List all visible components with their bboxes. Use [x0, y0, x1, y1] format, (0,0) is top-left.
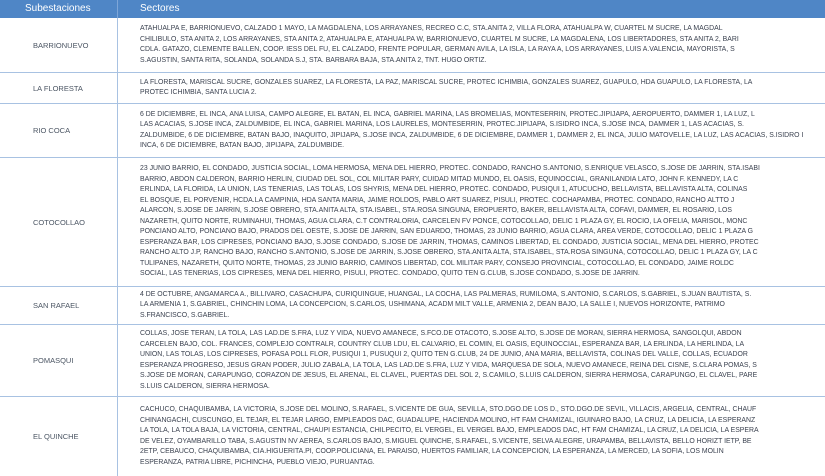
sector-line: 6 DE DICIEMBRE, EL INCA, ANA LUISA, CAMPO ALEGRE, EL BATAN, EL INCA, GABRIEL MARINA, LAS BROMELIAS, MONTESERRIN, PROTEC.JIPIJAPA, AEROPUERTO, DAMMER 1, LA LUZ, L — [140, 110, 755, 118]
sector-line: S.LUIS CALDERON, SIERRA HERMOSA. — [140, 382, 270, 390]
sector-line: RANCHO ALTO J.P, RANCHO BAJO, RANCHO S.ANTONIO, S.JOSE DE JARRIN, S.JOSE OBRERO, STA.ANITA ALTA, STA.ISABEL, STA.ROSA SINGUNA, COTOCOLLAO, DELIC 1 PLAZA GY, LA C — [140, 249, 758, 257]
sector-line: CHILIBULO, STA ANITA 2, LOS ARRAYANES, STA ANITA 2, ATAHUALPA E, ATAHUALPA W, BARRIONUEVO, CUARTEL M SUCRE, LA MAGDALENA, LOS LIBERTADORES, STA ANITA 2, BARI — [140, 35, 739, 43]
sector-line: ZALDUMBIDE, 6 DE DICIEMBRE, BATAN BAJO, INAQUITO, JIPIJAPA, S.JOSE INCA, ZALDUMBIDE, 6 DE DICIEMBRE, DAMMER 1, DAMMER 2, EL INCA, JULIO MATOVELLE, LA LUZ, LAS ACACIAS, S.ISIDRO I — [140, 131, 804, 139]
sector-line: ERLINDA, LA FLORIDA, LA UNION, LAS TENERIAS, LAS TOLAS, LOS SHYRIS, MENA DEL HIERRO, PROTEC. CONDADO, PUSIQUI 1, ATUCUCHO, BELLAVISTA, BELLAVISTA ALTA, COLINAS — [140, 186, 748, 194]
sectors-cell — [118, 158, 825, 286]
sector-line: DE VELEZ, OYAMBARILLO TABA, S.AGUSTIN NV AEREA, S.CARLOS BAJO, S.MIGUEL QUINCHE, S.RAFAEL, S.VICENTE, SELVA ALEGRE, URAPAMBA, BELLAVISTA, BELLO HORIZT IETP, BE — [140, 437, 752, 445]
table-row — [0, 325, 825, 397]
sector-line: BARRIO, ABDON CALDERON, BARRIO HERLIN, CIUDAD DEL SOL, COL MILITAR PARY, CUIDAD MITAD MUNDO, EL OASIS, EQUINOCCIAL, GRANILANDIA LATO, JOHN F. KENNEDY, LA C — [140, 175, 739, 183]
table-row — [0, 18, 825, 73]
sector-line: TULIPANES, NAZARETH, QUITO NORTE, THOMAS, 23 JUNIO BARRIO, CAMINOS LIBERTAD, COL MILITAR PARY, CONSEJO PROVINCIAL, COTOCOLLAO, EL CONDADO, JAIME ROLDC — [140, 259, 734, 267]
substation-name: SAN RAFAEL — [0, 287, 118, 324]
substation-name: LA FLORESTA — [0, 73, 118, 103]
sectors-cell — [118, 397, 825, 476]
table-row — [0, 287, 825, 325]
table-header — [0, 0, 825, 18]
header-sectors: Sectores — [140, 3, 180, 14]
sector-line: 2ETP, CEBAUCO, CHAQUIBAMBA, CIA.HIGUERITA.PI, COOP.POLICIANA, EL PARAISO, HUERTOS FAMILIAR, LA CONCEPCION, LA ESPERANZA, LA MERCED, LA SOFIA, LOS MOLIN — [140, 448, 724, 455]
sector-line: LA ARMENIA 1, S.GABRIEL, CHINCHIN LOMA, LA CONCEPCION, S.CARLOS, USHIMANA, ACADM MILT VALLE, ARMENIA 2, DEAN BAJO, LA SALLE I, NUEVOS HORIZONTE, PATRIMO — [140, 301, 725, 309]
table-row — [0, 397, 825, 476]
sector-line: ESPERANZA BAR, LOS CIPRESES, PONCIANO BAJO, S.JOSE CONDADO, S.JOSE DE JARRIN, THOMAS, CAMINOS LIBERTAD, EL CONDADO, JUSTICIA SOCIAL, MENA DEL HIERRO, PROTEC — [140, 238, 759, 246]
sector-line: CHINANGACHI, CUSCUNGO, EL TEJAR, EL TEJAR LARGO, EMPLEADOS DAC, GUADALUPE, HACIENDA MOLINO, HT FAM CHAMIZAL, IGUINARO BAJO, LA CRUZ, LA DELICIA, LA ESPERANZ — [140, 416, 756, 424]
sectors-cell — [118, 73, 825, 103]
sector-line: S.AGUSTIN, SANTA RITA, SOLANDA, SOLANDA S.J, STA. BARBARA BAJA, STA.ANITA 2, TNT. HUGO ORTIZ. — [140, 56, 487, 64]
sector-line: CDLA. GATAZO, CLEMENTE BALLEN, COOP. IESS DEL FU, EL CALZADO, FRENTE POPULAR, GERMAN AVILA, LA ISLA, LA RAYA A, LOS ARRAYANES, LUIS A.VALENCIA, MAYORISTA, S — [140, 46, 735, 53]
sector-line: CACHUCO, CHAQUIBAMBA, LA VICTORIA, S.JOSE DEL MOLINO, S.RAFAEL, S.VICENTE DE GUA, SEVILLA, STO.DGO.DE LOS D., STO.DGO.DE SEVIL, VILLACIS, ARGELIA, CENTRAL, CHAUF — [140, 406, 757, 413]
sector-line: S.JOSE DE MORAN, CARAPUNGO, CORAZON DE JESUS, EL ARENAL, EL CLAVEL, PUERTAS DEL SOL 2, S.CAMILO, S.LUIS CALDERON, SIERRA HERMOSA, CARAPUNGO, EL CLAVEL, PARE — [140, 372, 758, 379]
sector-line: 4 DE OCTUBRE, ANGAMARCA A., BILLIVARO, CASACHUPA, CURIQUINGUE, HUANGAL, LA COCHA, LAS PALMERAS, RUMILOMA, S.ANTONIO, S.CARLOS, S.GABRIEL, S.JUAN BAUTISTA, S. — [140, 290, 752, 298]
sectors-cell — [118, 18, 825, 72]
substation-name: COTOCOLLAO — [0, 158, 118, 286]
sector-line: COLLAS, JOSE TERAN, LA TOLA, LAS LAD.DE S.FRA, LUZ Y VIDA, NUEVO AMANECE, S.FCO.DE OTACOTO, S.JOSE ALTO, S.JOSE DE MORAN, SIERRA HERMOSA, SANGOLQUI, ABDON — [140, 330, 742, 337]
substation-name: EL QUINCHE — [0, 397, 118, 476]
table-row — [0, 158, 825, 287]
substation-name: POMASQUI — [0, 325, 118, 396]
sector-line: PROTEC ICHIMBIA, SANTA LUCIA 2. — [140, 89, 257, 96]
sector-line: PONCIANO ALTO, PONCIANO BAJO, PRADOS DEL OESTE, S.JOSE DE JARRIN, SAN EDUARDO, THOMAS, 23 JUNIO BARRIO, AGUA CLARA, AREA VERDE, COTOCOLLAO, DELIC 1 PLAZA G — [140, 228, 754, 236]
sector-line: CARCELEN BAJO, COL. FRANCES, COMPLEJO CONTRALR, COUNTRY CLUB LDU, EL CALVARIO, EL COMIN, EL OASIS, EQUINOCCIAL, ESPERANZA BAR, LA ERLINDA, LA HERLINDA, LA — [140, 340, 745, 348]
sector-line: ESPERANZA, PATRIA LIBRE, PICHINCHA, PUEBLO VIEJO, PURUANTAG. — [140, 458, 375, 466]
substation-name: BARRIONUEVO — [0, 18, 118, 72]
sector-line: UNION, LAS TOLAS, LOS CIPRESES, POFASA POLL FLOR, PUSIQUI 1, PUSUQUI 2, QUITO TEN G.CLUB, 24 DE JUNIO, ANA MARIA, BELLAVISTA, COLINAS DEL VALLE, COLLAS, ECUADOR — [140, 351, 748, 358]
substation-name: RIO COCA — [0, 104, 118, 157]
sector-line: NAZARETH, QUITO NORTE, RUMINAHUI, THOMAS, AGUA CLARA, C.T CONTRALORIA, CARCELEN FV PONCE, COTOCOLLAO, DELIC 1 PLAZA GY, EL ROCIO, LA OFELIA, MARISOL, MONC — [140, 217, 748, 225]
sector-line: LA TOLA, LA TOLA BAJA, LA VICTORIA, CENTRAL, CHAUPI ESTANCIA, CHILPECITO, EL VERGEL, EL VERGEL BAJO, EMPLEADOS DAC, HT FAM CHAMIZAL, LA CRUZ, LA DELICIA, LA ESPERA — [140, 427, 759, 434]
table-row — [0, 104, 825, 158]
sector-line: INCA, 6 DE DICIEMBRE, BATAN BAJO, JIPIJAPA, ZALDUMBIDE. — [140, 142, 345, 149]
sector-line: S.FRANCISCO, S.GABRIEL. — [140, 311, 230, 319]
sector-line: LAS ACACIAS, S.JOSE INCA, ZALDUMBIDE, EL INCA, GABRIEL MARINA, LOS LAURELES, MONTESERRIN, PROTEC.JIPIJAPA, S.ISIDRO INCA, S.JOSE INCA, DAMMER 1, LAS ACACIAS, S. — [140, 121, 744, 128]
sector-line: 23 JUNIO BARRIO, EL CONDADO, JUSTICIA SOCIAL, LOMA HERMOSA, MENA DEL HIERRO, PROTEC. CONDADO, RANCHO S.ANTONIO, S.ENRIQUE VELASCO, S.JOSE DE JARRIN, STA.ISABI — [140, 165, 760, 173]
sectors-cell — [118, 104, 825, 157]
sector-line: ALARCON, S.JOSE DE JARRIN, S.JOSE OBRERO, STA.ANITA ALTA, STA.ISABEL, STA.ROSA SINGUNA, EROPUERTO, BAKER, BELLAVISTA ALTA, COFAVI, DAMMER, EL ROSARIO, LOS — [140, 207, 732, 215]
sector-line: LA FLORESTA, MARISCAL SUCRE, GONZALES SUAREZ, LA FLORESTA, LA PAZ, MARISCAL SUCRE, PROTEC ICHIMBIA, GONZALES SUAREZ, GUAPULO, HDA GUAPULO, LA FLORESTA, LA — [140, 78, 753, 86]
sector-line: EL BOSQUE, EL PORVENIR, HCDA.LA CAMPINIA, HDA SANTA MARIA, JAIME ROLDOS, PABLO ART SUAREZ, PISULI, PROTEC. COCHAPAMBA, PROTEC. CONDADO, RANCHO ALTTO J — [140, 196, 735, 204]
header-substations: Subestaciones — [0, 0, 118, 18]
sector-line: SOCIAL, LAS TENERIAS, LOS CIPRESES, MENA DEL HIERRO, PISULI, PROTEC. CONDADO, QUITO TEN G.CLUB, S.JOSE CONDADO, S.JOSE DE JARRIN. — [140, 270, 640, 278]
sectors-cell — [118, 325, 825, 396]
table-row — [0, 73, 825, 104]
sector-line: ESPERANZA PROGRESO, JESUS GRAN PODER, JULIO ZABALA, LA TOLA, LAS LAD.DE S.FRA, LUZ Y VIDA, MARQUESA DE SOLA, NUEVO AMANECE, REINA DEL CISNE, S.CLARA POMAS, S — [140, 361, 757, 369]
sectors-cell — [118, 287, 825, 324]
sector-line: ATAHUALPA E, BARRIONUEVO, CALZADO 1 MAYO, LA MAGDALENA, LOS ARRAYANES, RECREO C.C, STA.ANITA 2, VILLA FLORA, ATAHUALPA W, CUARTEL M SUCRE, LA MAGDAL — [140, 25, 723, 32]
